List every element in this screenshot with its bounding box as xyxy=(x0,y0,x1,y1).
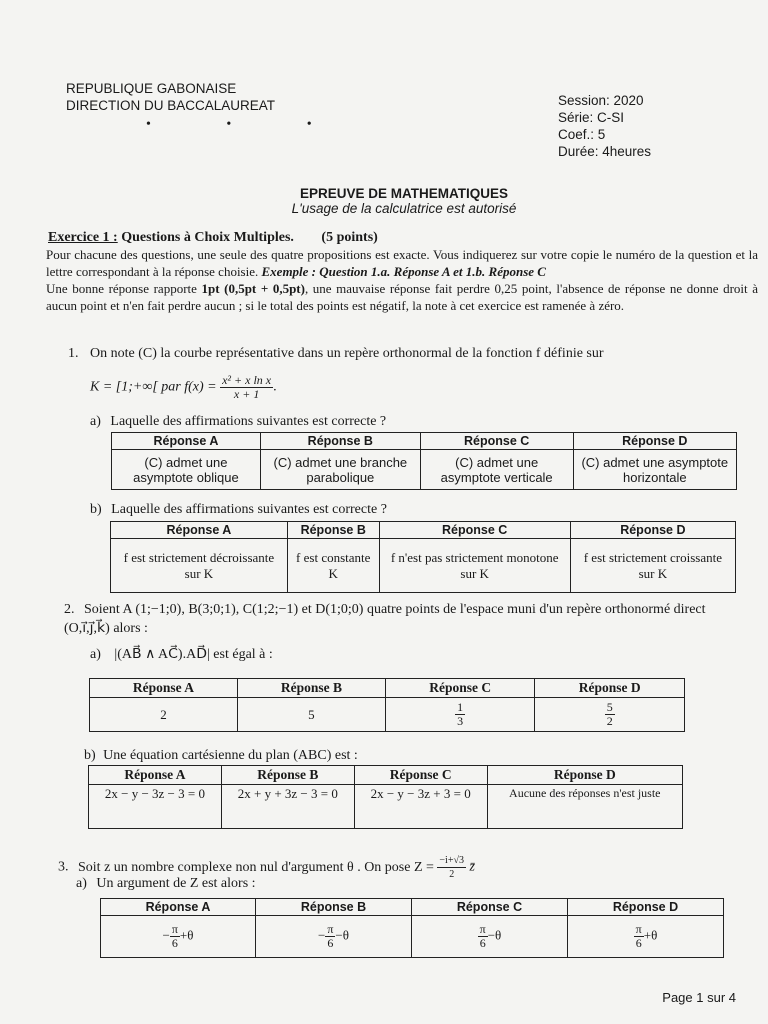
header-dots: • • • xyxy=(146,117,348,132)
q3-text: Soit z un nombre complexe non nul d'argument θ . On pose Z = xyxy=(78,859,434,875)
q2b-header-a: Réponse A xyxy=(89,766,222,785)
instructions-p2a: Une bonne réponse rapporte xyxy=(46,281,197,296)
q2b-header-d: Réponse D xyxy=(487,766,682,785)
q1-text: On note (C) la courbe représentative dans un repère orthonormal de la fonction f définie sur xyxy=(90,346,604,361)
q2b-header-b: Réponse B xyxy=(221,766,354,785)
q3-number: 3. xyxy=(58,859,69,875)
instructions-p1: Pour chacune des questions, une seule des quatre propositions est exacte. Vous indiquerez sur votre copie le numéro de la question et la lettre correspondant à la réponse choisie. xyxy=(46,247,758,279)
q1a-text: Laquelle des affirmations suivantes est correcte ? xyxy=(110,414,387,429)
q2a-header-c: Réponse C xyxy=(385,679,535,698)
q1b-answer-b: f est constante K xyxy=(287,539,379,593)
q2a-answer-c xyxy=(385,698,535,732)
q1-denominator: x + 1 xyxy=(233,387,260,401)
q1a-answer-a: (C) admet une asymptote oblique xyxy=(112,450,261,490)
q3-z-den: 2 xyxy=(449,869,455,880)
q2a-header-d: Réponse D xyxy=(535,679,685,698)
q3a-answers xyxy=(100,898,724,958)
q3a-answer-d: $\frac{\pi}{6}$ +θ xyxy=(567,916,723,958)
q3a-answer-a: − $\frac{\pi}{6}$ +θ xyxy=(101,916,256,958)
q1a-answer-d: (C) admet une asymptote horizontale xyxy=(573,450,736,490)
q2a-c-den: 3 xyxy=(457,714,464,728)
q3a-header-d: Réponse D xyxy=(567,899,723,916)
q2a-text: est égal à : xyxy=(213,647,273,662)
header-right xyxy=(558,92,651,160)
q2a-answers xyxy=(89,678,685,732)
q2b-answer-a: 2x − y − 3z − 3 = 0 xyxy=(89,785,222,829)
q2b-line xyxy=(84,748,358,764)
q1-fraction xyxy=(220,374,273,401)
exercise-label: Exercice 1 : xyxy=(48,230,118,245)
q2b-answers xyxy=(88,765,683,829)
q2a-d-den: 2 xyxy=(606,714,613,728)
q1b-header-d: Réponse D xyxy=(570,522,735,539)
q2b-answer-c: 2x − y − 3z + 3 = 0 xyxy=(354,785,487,829)
q2a-line xyxy=(90,646,273,663)
q3-z-num: −i+√3 xyxy=(439,855,464,866)
direction-label: DIRECTION DU BACCALAUREAT xyxy=(66,98,276,113)
page-number: Page 1 sur 4 xyxy=(662,990,736,1005)
q2a-header-a: Réponse A xyxy=(90,679,238,698)
q1-domain: K = [1;+∞[ par f(x) = xyxy=(90,379,217,395)
q1b-answer-a: f est strictement décroissante sur K xyxy=(111,539,288,593)
q1a-answer-b: (C) admet une branche parabolique xyxy=(260,450,420,490)
q1b-answer-d: f est strictement croissante sur K xyxy=(570,539,735,593)
session-label: Session: 2020 xyxy=(558,93,644,108)
q2a-header-b: Réponse B xyxy=(237,679,385,698)
q1a-header-c: Réponse C xyxy=(420,433,573,450)
q2a-answer-b: 5 xyxy=(237,698,385,732)
duree-label: Durée: 4heures xyxy=(558,144,652,159)
instructions-p2c: , une mauvaise réponse fait perdre 0,25 point, l'absence de réponse ne donne droit à aucun point et n'en fait perdre aucun ; si le total des points est négatif, la note à cet exercice est ramenée à zéro. xyxy=(46,281,758,313)
q2a-answer-d xyxy=(535,698,685,732)
q3a-header-c: Réponse C xyxy=(411,899,567,916)
q1a-answers xyxy=(111,432,737,490)
q2-text: Soient A (1;−1;0), B(3;0;1), C(1;2;−1) et D(1;0;0) quatre points de l'espace muni d'un repère orthonormé direct (O,i⃗,j⃗,k⃗) alors : xyxy=(64,602,706,636)
q1b-header-b: Réponse B xyxy=(287,522,379,539)
q3a-label: a) xyxy=(76,876,87,891)
instructions-example: Exemple : Question 1.a. Réponse A et 1.b. Réponse C xyxy=(261,264,546,279)
q1-numerator: x² + x ln x xyxy=(222,373,272,387)
q3-z-conj: z̄ xyxy=(469,859,475,875)
instructions-p2b: 1pt (0,5pt + 0,5pt) xyxy=(201,281,305,296)
q2-line xyxy=(64,600,714,638)
q1b-answer-c: f n'est pas strictement monotone sur K xyxy=(379,539,570,593)
q1a-header-b: Réponse B xyxy=(260,433,420,450)
q2a-c-num: 1 xyxy=(457,700,464,714)
q1b-answers xyxy=(110,521,736,593)
q1b-line xyxy=(90,502,387,518)
page-title: EPREUVE DE MATHEMATIQUES xyxy=(299,186,509,201)
q3-fraction xyxy=(437,854,466,881)
q2a-answer-a: 2 xyxy=(90,698,238,732)
q1-number: 1. xyxy=(68,346,79,361)
q1b-header-a: Réponse A xyxy=(111,522,288,539)
q2b-text: Une équation cartésienne du plan (ABC) est : xyxy=(103,748,358,763)
coef-label: Coef.: 5 xyxy=(558,127,606,142)
q1b-text: Laquelle des affirmations suivantes est correcte ? xyxy=(111,502,387,517)
exercise-heading xyxy=(48,230,378,246)
q2b-header-c: Réponse C xyxy=(354,766,487,785)
q1-function: K = [1;+∞[ par f(x) = $\frac{\text{x² + x ln x}}{x + 1}$ . xyxy=(90,373,277,401)
page-subtitle: L'usage de la calculatrice est autorisé xyxy=(291,201,517,216)
country-label: REPUBLIQUE GABONAISE xyxy=(66,81,237,96)
q1a-header-a: Réponse A xyxy=(112,433,261,450)
serie-label: Série: C-SI xyxy=(558,110,625,125)
q1-line xyxy=(68,346,604,362)
q2-number: 2. xyxy=(64,602,75,617)
q1b-label: b) xyxy=(90,502,102,517)
q2a-expression: |(AB⃗ ∧ AC⃗).AD⃗| xyxy=(114,647,210,662)
title-block xyxy=(0,186,768,216)
q2a-d-num: 5 xyxy=(606,700,613,714)
q3a-answer-b: − $\frac{\pi}{6}$ −θ xyxy=(256,916,412,958)
q2b-answer-b: 2x + y + 3z − 3 = 0 xyxy=(221,785,354,829)
q2b-answer-d: Aucune des réponses n'est juste xyxy=(487,785,682,829)
header-left xyxy=(66,80,275,114)
q1a-label: a) xyxy=(90,414,101,429)
q3a-answer-c: $\frac{\pi}{6}$ −θ xyxy=(411,916,567,958)
q3a-line xyxy=(76,876,256,892)
q1a-header-d: Réponse D xyxy=(573,433,736,450)
q1b-header-c: Réponse C xyxy=(379,522,570,539)
instructions xyxy=(46,246,758,314)
q2b-label: b) xyxy=(84,748,96,763)
exercise-points: (5 points) xyxy=(321,230,378,245)
q1a-line xyxy=(90,414,386,430)
q3a-header-a: Réponse A xyxy=(101,899,256,916)
q3a-header-b: Réponse B xyxy=(256,899,412,916)
q1a-answer-c: (C) admet une asymptote verticale xyxy=(420,450,573,490)
q3a-text: Un argument de Z est alors : xyxy=(96,876,256,891)
q2a-label: a) xyxy=(90,647,101,662)
exercise-name: Questions à Choix Multiples. xyxy=(121,230,294,245)
